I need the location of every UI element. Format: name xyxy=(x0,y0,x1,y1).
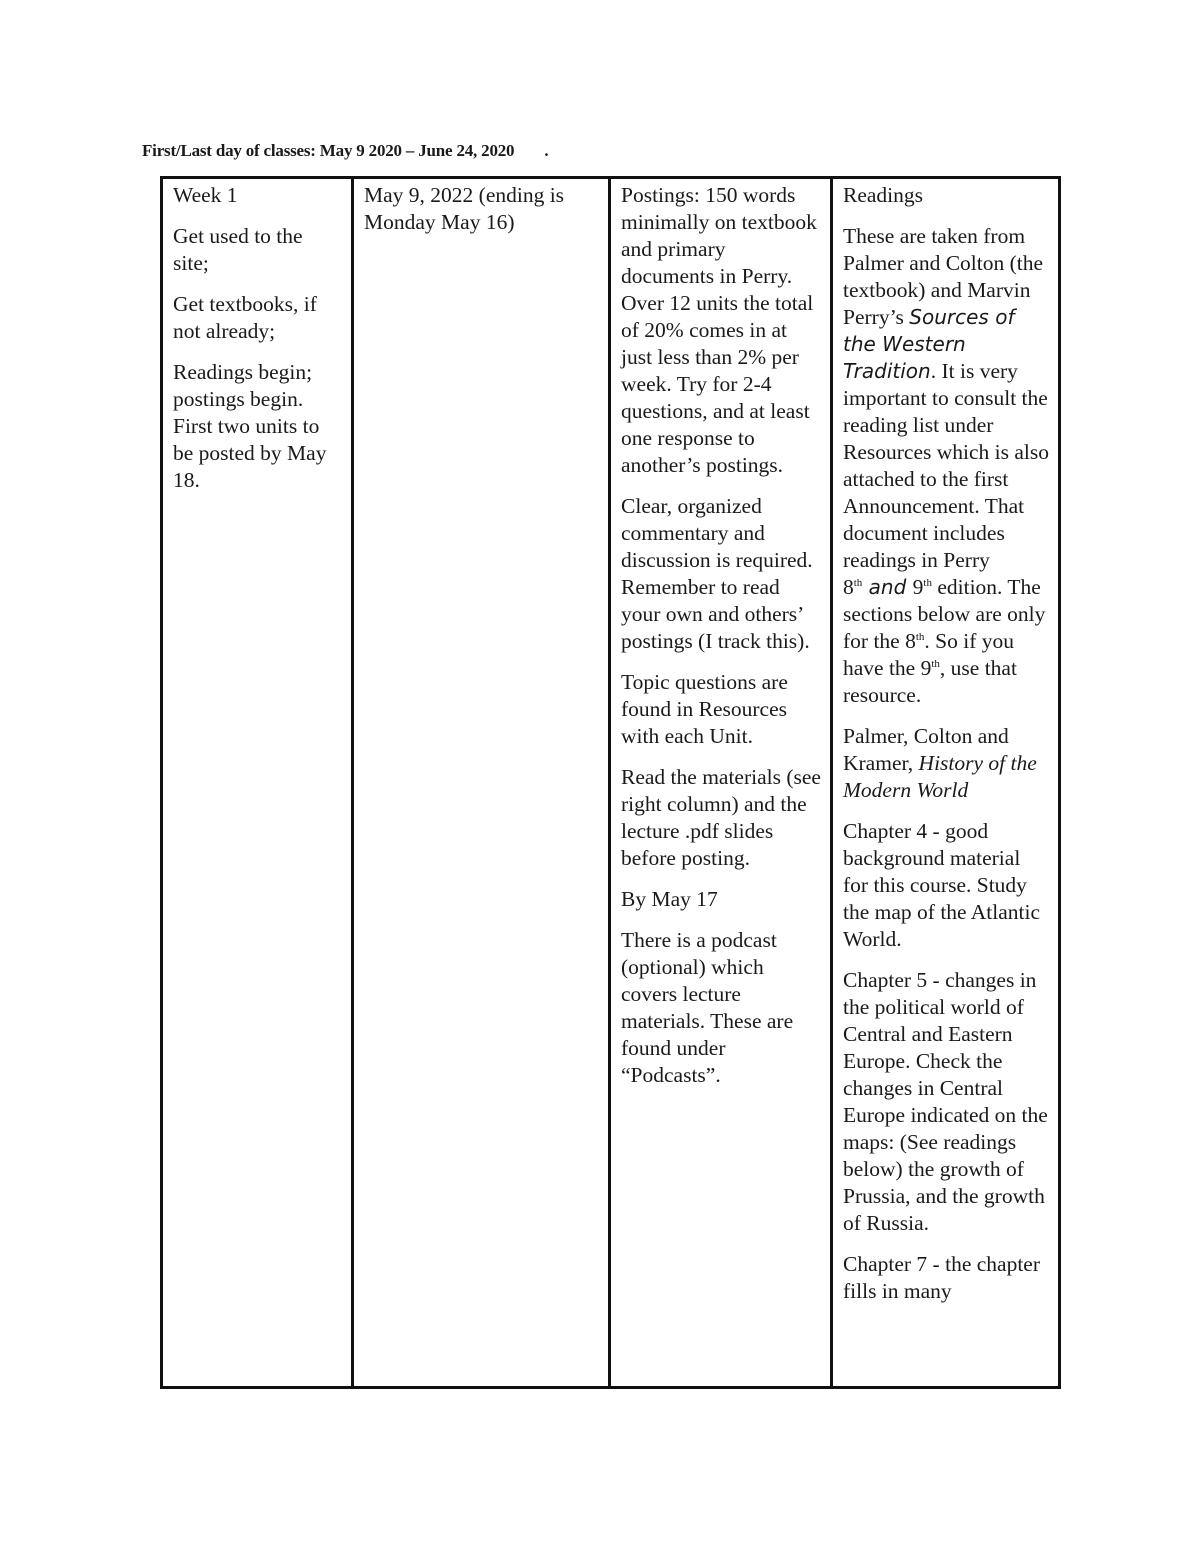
edition-number: 9 xyxy=(912,575,924,599)
chapter-note: Chapter 7 - the chapter fills in many xyxy=(843,1252,1040,1303)
dates-text: May 9, 2022 (ending is Monday May 16) xyxy=(364,183,565,234)
edition-text: edition. The sections below are only for the 8 xyxy=(843,575,1046,653)
textbook-reference xyxy=(843,723,1050,804)
edition-and: and xyxy=(862,575,913,599)
ordinal-suffix: th xyxy=(915,630,925,643)
week-task: Get used to the site; xyxy=(173,224,303,275)
edition-number: 8 xyxy=(843,575,854,599)
postings-paragraph: Clear, organized commentary and discussion is required. Remember to read your own and others’ postings (I track this). xyxy=(621,494,813,653)
readings-intro-text: These are taken from Palmer and Colton (the textbook) and Marvin Perry’s xyxy=(843,224,1044,329)
page-header xyxy=(142,141,548,161)
ordinal-suffix: th xyxy=(931,657,940,670)
readings-intro-text: . It is very important to consult the reading list under Resources which is also attached to the first Announcement. That document includes readings in Perry xyxy=(843,359,1050,572)
textbook-title: History of the Modern World xyxy=(843,751,1037,802)
postings-paragraph: Read the materials (see right column) and the lecture .pdf slides before posting. xyxy=(621,765,821,870)
postings-cell xyxy=(610,178,832,1388)
ordinal-suffix: th xyxy=(853,576,863,589)
postings-paragraph: By May 17 xyxy=(621,887,718,911)
dates-cell xyxy=(353,178,610,1388)
schedule-table xyxy=(160,176,1061,1389)
week-task: Readings begin; postings begin. First two units to be posted by May 18. xyxy=(173,360,327,492)
postings-paragraph: Postings: 150 words minimally on textbook and primary documents in Perry. Over 12 units the total of 20% comes in at just less than 2% per week. Try for 2-4 questions, and at least one response to another’s postings. xyxy=(621,183,817,477)
readings-cell xyxy=(832,178,1060,1388)
edition-text: , use that resource. xyxy=(843,656,1017,707)
readings-heading: Readings xyxy=(843,183,924,207)
postings-paragraph: There is a podcast (optional) which covers lecture materials. These are found under “Podcasts”. xyxy=(621,928,794,1087)
postings-paragraph: Topic questions are found in Resources with each Unit. xyxy=(621,670,788,748)
chapter-note: Chapter 5 - changes in the political world of Central and Eastern Europe. Check the changes in Central Europe indicated on the maps: (See readings below) the growth of Prussia, and the growth of Russia. xyxy=(843,968,1048,1235)
chapter-note: Chapter 4 - good background material for this course. Study the map of the Atlantic World. xyxy=(843,819,1041,951)
textbook-authors: Palmer, Colton and Kramer, xyxy=(843,724,1009,775)
readings-intro xyxy=(843,223,1050,709)
header-trailing-dot: . xyxy=(544,141,549,160)
header-title: First/Last day of classes: May 9 2020 – June 24, 2020 xyxy=(142,141,515,160)
perry-book-title: Sources of the Western Tradition xyxy=(843,305,1015,383)
week-task: Get textbooks, if not already; xyxy=(173,292,317,343)
week-cell xyxy=(162,178,353,1388)
edition-text: . So if you have the 9 xyxy=(843,629,1014,680)
week-label: Week 1 xyxy=(173,183,238,207)
table-row xyxy=(162,178,1060,1388)
ordinal-suffix: th xyxy=(923,576,932,589)
